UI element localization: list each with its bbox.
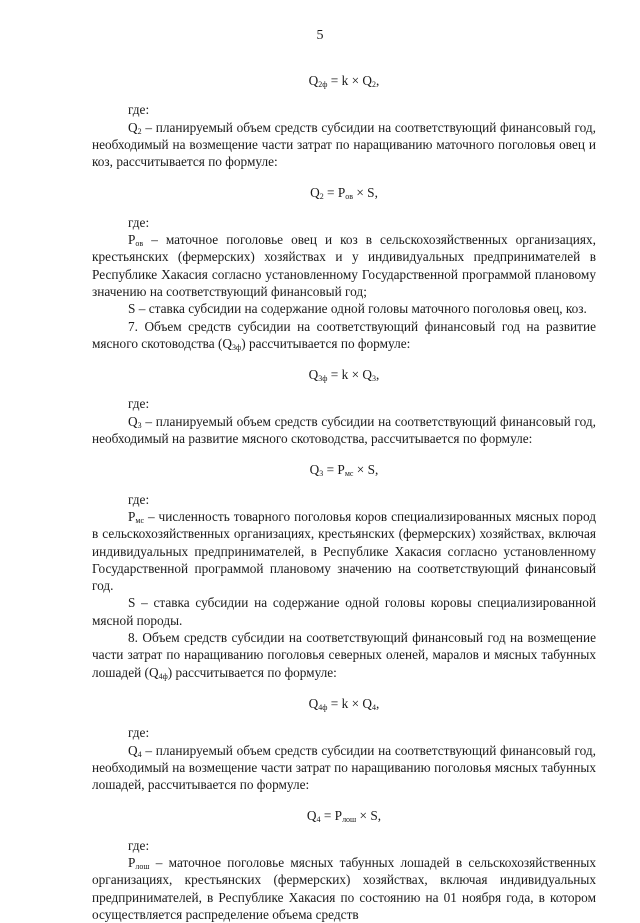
- where-label: где:: [128, 214, 150, 230]
- formula: $Q_3 = P_{мс} \times S$,: [309, 462, 379, 479]
- formula: $Q_{4ф} = k \times Q_4$,: [308, 695, 380, 712]
- paragraph: $Q_4$ – планируемый объем средств субсидии на соответствующий финансовый год, необходимый на возмещение части затрат по наращиванию поголовья мясных табунных лошадей, рассчитывается по формуле:: [92, 742, 596, 793]
- paragraph: 7. Объем средств субсидии на соответствующий финансовый год на развитие мясного скотоводства $(Q_{3ф})$ рассчитывается по формуле:: [92, 318, 596, 352]
- page-number: 5: [316, 28, 324, 43]
- paragraph: S – ставка субсидии на содержание одной головы маточного поголовья овец, коз.: [128, 301, 587, 317]
- paragraph: S – ставка субсидии на содержание одной головы коровы специализированной мясной породы.: [92, 595, 596, 628]
- where-label: где:: [128, 491, 150, 507]
- paragraph: $P_{лош}$ – маточное поголовье мясных табунных лошадей в сельскохозяйственных организациях, крестьянских (фермерских) хозяйствах, включая индивидуальных предпринимателей, в Республике Хакасия по состоянию на 01 ноября года, в котором осуществляется распределение объема средств: [92, 854, 596, 922]
- paragraph: 8. Объем средств субсидии на соответствующий финансовый год на возмещение части затрат по наращиванию поголовья северных оленей, маралов и мясных табунных лошадей $(Q_{4ф})$ рассчитывается по формуле:: [92, 630, 596, 681]
- formula: $Q_2 = P_{ов} \times S$,: [310, 185, 378, 202]
- paragraph: $P_{ов}$ – маточное поголовье овец и коз в сельскохозяйственных организациях, крестьянских (фермерских) хозяйствах и у индивидуальных предпринимателей в Республике Хакасия согласно установленному Государственной программой плановому значению на соответствующий финансовый год;: [92, 232, 596, 299]
- formula: $Q_{2ф} = k \times Q_2$,: [308, 73, 380, 89]
- paragraph: $Q_2$ – планируемый объем средств субсидии на соответствующий финансовый год, необходимый на возмещение части затрат по наращиванию маточного поголовья овец и коз, рассчитывается по формуле:: [92, 119, 596, 170]
- where-label: где:: [128, 837, 150, 853]
- paragraph: $P_{мс}$ – численность товарного поголовья коров специализированных мясных пород в сельскохозяйственных организациях, крестьянских (фермерских) хозяйствах, включая индивидуальных предпринимателей, в Республике Хакасия согласно установленному Государственной программой плановому значению на соответствующий финансовый год.: [92, 508, 596, 594]
- where-label: где:: [128, 396, 150, 412]
- where-label: где:: [128, 725, 150, 741]
- formula: $Q_{3ф} = k \times Q_3$,: [308, 367, 380, 384]
- paragraph: $Q_3$ – планируемый объем средств субсидии на соответствующий финансовый год, необходимый на развитие мясного скотоводства, рассчитывается по формуле:: [92, 413, 596, 447]
- where-label: где:: [128, 102, 150, 118]
- formula: $Q_4 = P_{лош} \times S$,: [306, 808, 382, 825]
- document-body: [92, 58, 596, 923]
